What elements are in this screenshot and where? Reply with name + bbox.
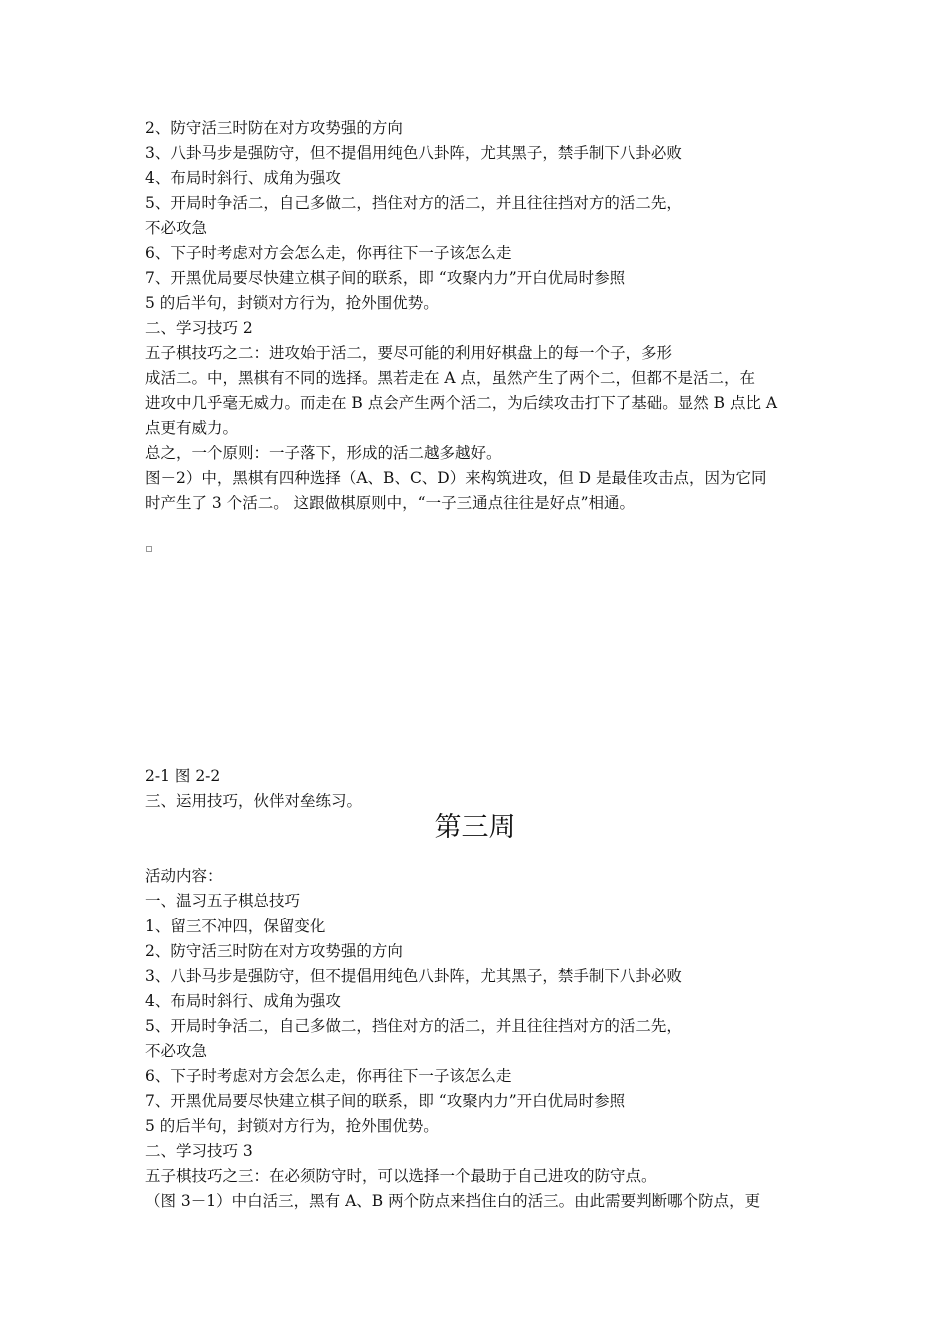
week-title: 第三周	[434, 812, 516, 843]
text-line: 不必攻急	[145, 219, 208, 237]
text-line: 3、八卦马步是强防守，但不提倡用纯色八卦阵，尤其黑子，禁手制下八卦必败	[145, 967, 682, 985]
text-line: 点更有威力。	[145, 419, 239, 437]
text-line: 不必攻急	[145, 1042, 208, 1060]
text-line: 5、开局时争活二，自己多做二，挡住对方的活二，并且往往挡对方的活二先，	[145, 1017, 682, 1035]
text-line: （图 3－1）中白活三，黑有 A、B 两个防点来挡住白的活三。由此需要判断哪个防点，更	[145, 1192, 761, 1210]
section-heading: 二、学习技巧 2	[145, 319, 253, 337]
text-line: 5 的后半句，封锁对方行为，抢外围优势。	[145, 294, 439, 312]
figure-placeholder-icon	[146, 546, 152, 552]
figure-caption: 2-1 图 2-2	[145, 767, 221, 785]
text-line: 进攻中几乎毫无威力。而走在 B 点会产生两个活二，为后续攻击打下了基础。显然 B 点比 A	[145, 394, 778, 412]
text-line: 图－2）中，黑棋有四种选择（A、B、C、D）来构筑进攻，但 D 是最佳攻击点，因为它同	[145, 469, 767, 487]
text-line: 2、防守活三时防在对方攻势强的方向	[145, 119, 403, 137]
text-line: 6、下子时考虑对方会怎么走，你再往下一子该怎么走	[145, 1067, 512, 1085]
text-line: 7、开黑优局要尽快建立棋子间的联系，即 “攻聚内力”开白优局时参照	[145, 1092, 626, 1110]
text-line: 7、开黑优局要尽快建立棋子间的联系，即 “攻聚内力”开白优局时参照	[145, 269, 626, 287]
text-line: 5 的后半句，封锁对方行为，抢外围优势。	[145, 1117, 439, 1135]
text-line: 五子棋技巧之二：进攻始于活二，要尽可能的利用好棋盘上的每一个子，多形	[145, 344, 673, 362]
text-line: 6、下子时考虑对方会怎么走，你再往下一子该怎么走	[145, 244, 512, 262]
section-heading: 一、温习五子棋总技巧	[145, 892, 301, 910]
text-line: 活动内容：	[145, 867, 223, 885]
text-line: 5、开局时争活二，自己多做二，挡住对方的活二，并且往往挡对方的活二先，	[145, 194, 682, 212]
text-line: 五子棋技巧之三：在必须防守时，可以选择一个最助于自己进攻的防守点。	[145, 1167, 657, 1185]
practice-line: 三、运用技巧，伙伴对垒练习。	[145, 792, 363, 810]
text-line: 时产生了 3 个活二。 这跟做棋原则中，“一子三通点往往是好点”相通。	[145, 494, 635, 512]
text-line: 总之，一个原则：一子落下，形成的活二越多越好。	[145, 444, 502, 462]
text-line: 1、留三不冲四，保留变化	[145, 917, 326, 935]
text-line: 成活二。中，黑棋有不同的选择。黑若走在 A 点，虽然产生了两个二，但都不是活二，在	[145, 369, 756, 387]
text-line: 4、布局时斜行、成角为强攻	[145, 992, 341, 1010]
text-line: 2、防守活三时防在对方攻势强的方向	[145, 942, 403, 960]
section-heading: 二、学习技巧 3	[145, 1142, 253, 1160]
text-line: 3、八卦马步是强防守，但不提倡用纯色八卦阵，尤其黑子，禁手制下八卦必败	[145, 144, 682, 162]
text-line: 4、布局时斜行、成角为强攻	[145, 169, 341, 187]
